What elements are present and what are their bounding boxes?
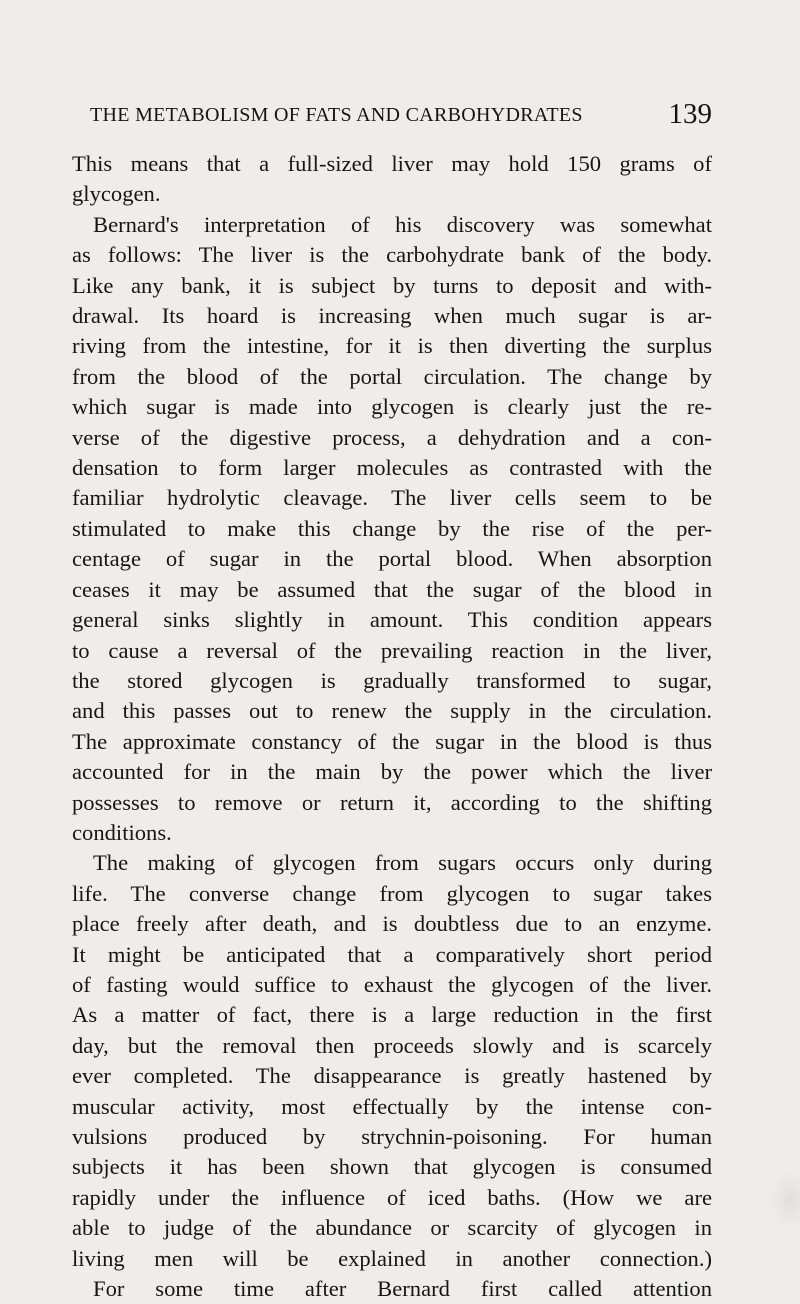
text-line: possesses to remove or return it, according to the shifting xyxy=(72,789,712,815)
text-line: and this passes out to renew the supply in the circulation. xyxy=(72,698,712,724)
text-line: ceases it may be assumed that the sugar of the blood in xyxy=(72,576,712,602)
text-line: glycogen. xyxy=(72,181,161,207)
text-line: place freely after death, and is doubtless due to an enzyme. xyxy=(72,911,712,937)
text-line: The making of glycogen from sugars occurs only during xyxy=(93,850,712,876)
text-line: Bernard's interpretation of his discovery was somewhat xyxy=(93,211,712,237)
text-line: general sinks slightly in amount. This condition appears xyxy=(72,607,712,633)
text-line: familiar hydrolytic cleavage. The liver cells seem to be xyxy=(72,485,712,511)
text-line: centage of sugar in the portal blood. When absorption xyxy=(72,546,712,572)
text-line: as follows: The liver is the carbohydrate bank of the body. xyxy=(72,242,712,268)
text-line: vulsions produced by strychnin-poisoning. For human xyxy=(72,1124,712,1149)
text-line: living men will be explained in another connection.) xyxy=(72,1245,712,1271)
text-line: the stored glycogen is gradually transformed to sugar, xyxy=(72,667,712,693)
text-line: conditions. xyxy=(72,819,172,845)
page-number: 139 xyxy=(668,98,712,130)
text-line: day, but the removal then proceeds slowly and is scarcely xyxy=(72,1032,712,1058)
text-line: verse of the digestive process, a dehydration and a con- xyxy=(72,424,712,450)
running-head xyxy=(84,98,712,130)
text-line: accounted for in the main by the power which the liver xyxy=(72,759,712,785)
paper-stain xyxy=(770,1170,800,1230)
text-line: which sugar is made into glycogen is clearly just the re- xyxy=(72,394,712,420)
text-line: drawal. Its hoard is increasing when much sugar is ar- xyxy=(72,303,712,329)
text-line: subjects it has been shown that glycogen is consumed xyxy=(72,1154,712,1180)
running-title: THE METABOLISM OF FATS AND CARBOHYDRATES xyxy=(90,104,583,126)
text-line: riving from the intestine, for it is then diverting the surplus xyxy=(72,333,712,359)
body-text xyxy=(72,149,712,1304)
text-line: As a matter of fact, there is a large reduction in the first xyxy=(72,1002,712,1028)
text-line: of fasting would suffice to exhaust the glycogen of the liver. xyxy=(72,971,712,997)
text-line: It might be anticipated that a comparatively short period xyxy=(72,941,712,967)
text-line: The approximate constancy of the sugar in the blood is thus xyxy=(72,728,712,754)
text-line: rapidly under the influence of iced baths. (How we are xyxy=(72,1184,712,1210)
text-line: able to judge of the abundance or scarcity of glycogen in xyxy=(72,1215,712,1241)
text-line: Like any bank, it is subject by turns to deposit and with- xyxy=(72,272,712,298)
text-line: stimulated to make this change by the rise of the per- xyxy=(72,515,712,541)
text-line: muscular activity, most effectually by the intense con- xyxy=(72,1093,712,1119)
text-line: from the blood of the portal circulation. The change by xyxy=(72,363,712,389)
text-line: densation to form larger molecules as contrasted with the xyxy=(72,455,712,481)
text-line: ever completed. The disappearance is greatly hastened by xyxy=(72,1063,712,1089)
text-line: to cause a reversal of the prevailing reaction in the liver, xyxy=(72,637,712,663)
text-line: This means that a full-sized liver may hold 150 grams of xyxy=(72,151,712,176)
text-line: For some time after Bernard first called attention xyxy=(93,1276,712,1302)
text-line: life. The converse change from glycogen to sugar takes xyxy=(72,880,712,906)
